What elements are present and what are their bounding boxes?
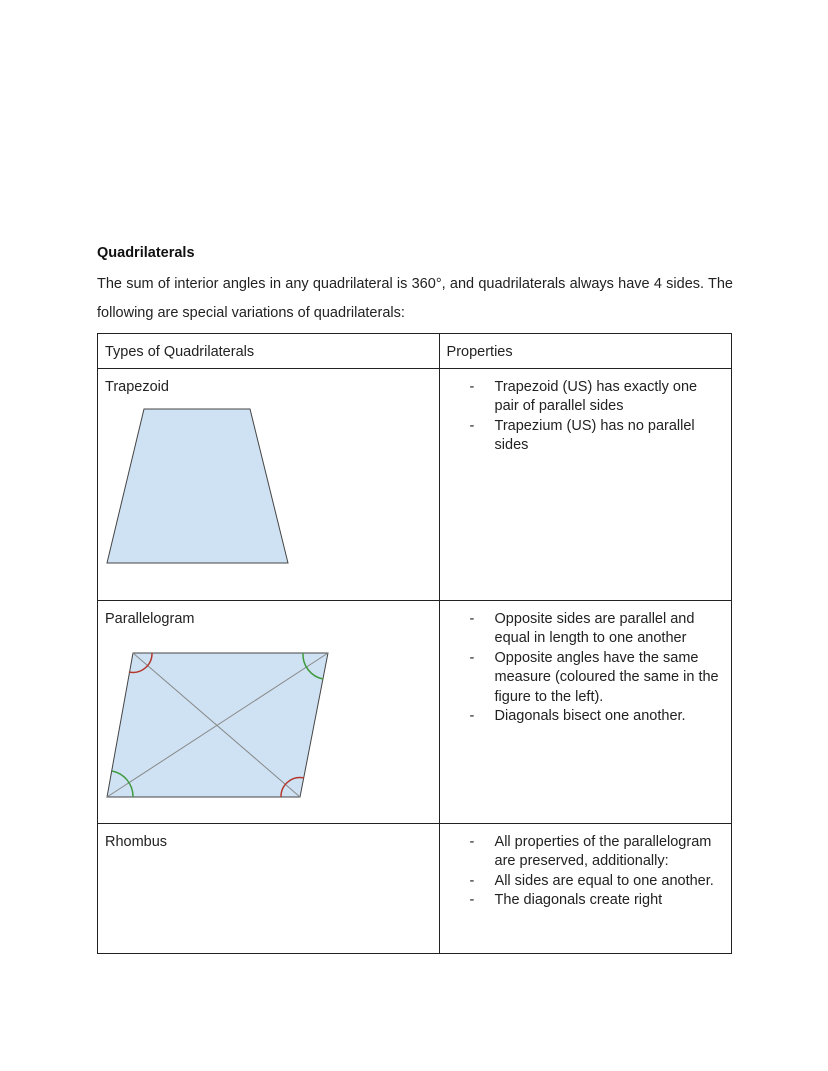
property-text: Diagonals bisect one another. [494,708,686,725]
property-text: All sides are equal to one another. [494,872,714,889]
type-cell-parallelogram [98,601,440,824]
properties-cell-parallelogram [439,601,731,824]
type-label-trapezoid: Trapezoid [105,379,169,395]
bullet-dash: - [469,708,475,725]
header-cell-properties [439,334,731,369]
header-properties-label: Properties [446,344,513,360]
properties-list-rhombus [440,824,731,911]
type-label-rhombus: Rhombus [105,834,168,850]
property-text: Opposite sides are parallel and equal in length to one another [494,611,695,647]
property-text: All properties of the parallelogram are preserved, additionally: [494,834,712,870]
properties-cell-rhombus [439,824,731,954]
table-header-row [98,334,732,369]
type-cell-trapezoid [98,369,440,601]
table-row-parallelogram [98,601,732,824]
trapezoid-shape [107,409,288,563]
section-heading: Quadrilaterals [97,245,195,261]
properties-cell-trapezoid [439,369,731,601]
property-item [469,649,725,707]
bullet-dash: - [469,379,475,395]
header-cell-types [98,334,440,369]
property-item [469,378,725,417]
type-label-parallelogram: Parallelogram [105,611,195,627]
table-row-trapezoid [98,369,732,601]
bullet-dash: - [469,649,475,666]
table-row-rhombus [98,824,732,954]
property-item [469,610,725,649]
property-item [469,891,725,910]
property-item [469,707,725,726]
header-types-label: Types of Quadrilaterals [105,344,255,360]
bullet-dash: - [469,611,475,627]
properties-list-trapezoid [440,369,731,456]
bullet-dash: - [469,872,475,889]
properties-list-parallelogram [440,601,731,726]
bullet-dash: - [469,417,475,434]
intro-paragraph: The sum of interior angles in any quadrilateral is 360°, and quadrilaterals always have 4 sides. The following are special variations of quadrilaterals: [97,276,733,321]
property-text: Trapezoid (US) has exactly one pair of parallel sides [494,379,698,415]
bullet-dash: - [469,834,475,850]
property-text: The diagonals create right [494,892,663,909]
bullet-dash: - [469,892,475,909]
property-item [469,872,725,891]
property-item [469,417,725,456]
quadrilaterals-table [97,333,732,954]
trapezoid-figure [98,400,439,586]
property-text: Trapezium (US) has no parallel sides [494,417,695,454]
parallelogram-figure [98,632,439,808]
type-cell-rhombus [98,824,440,954]
property-text: Opposite angles have the same measure (coloured the same in the figure to the left). [494,649,719,705]
property-item [469,833,725,872]
